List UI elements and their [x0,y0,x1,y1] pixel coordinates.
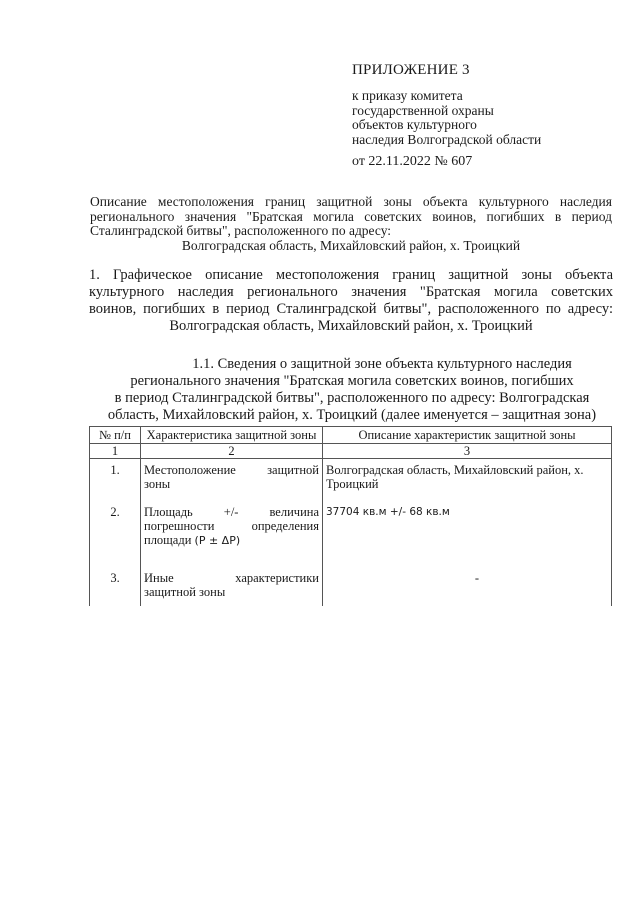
subsection-1-1-heading [92,356,612,424]
description-text: Описание местоположения границ защитной зоны объекта культурного наследия регионального значения "Братская могила советских воинов, погибших в период Сталинградской битвы", расположенного по адресу: [90,194,612,238]
row-number: 3. [90,570,141,606]
section-1-address: Волгоградская область, Михайловский район, х. Троицкий [169,318,533,334]
section-1-line: 1. Графическое описание местоположения границ защитной зоны объекта [89,267,613,283]
description-paragraph [90,195,612,253]
header-characteristic: Характеристика защитной зоны [141,427,323,444]
subsection-line: область, Михайловский район, х. Троицкий (далее именуется – защитная зона) [107,407,597,423]
column-number: 2 [141,444,323,459]
appendix-addressee [352,89,541,147]
section-1-heading [89,267,613,335]
characteristic-text: площади [144,533,192,547]
subsection-line: в период Сталинградской битвы", расположенного по адресу: Волгоградская [114,390,590,406]
row-number: 1. [90,459,141,505]
table-row [90,570,612,606]
characteristic-line: Площадь +/- величина [144,505,319,519]
appendix-line: объектов культурного [352,117,477,132]
characteristic-line [144,533,319,548]
subsection-line: 1.1. Сведения о защитной зоне объекта культурного наследия [192,356,572,372]
table-header-row [90,427,612,444]
area-formula: (P ± ΔP) [194,534,241,547]
order-date: от 22.11.2022 № 607 [352,154,473,169]
appendix-title: ПРИЛОЖЕНИЕ 3 [352,62,470,78]
appendix-line: наследия Волгоградской области [352,131,542,147]
table-row [90,459,612,505]
row-number: 2. [90,504,141,570]
table-row [90,504,612,570]
column-number-row [90,444,612,459]
column-number: 1 [90,444,141,459]
characteristic-line: зоны [144,477,171,491]
row-value: Волгоградская область, Михайловский район, х. Троицкий [323,459,612,505]
header-description: Описание характеристик защитной зоны [323,427,612,444]
appendix-line: государственной охраны [352,102,494,118]
column-number: 3 [323,444,612,459]
characteristic-line: Иные характеристики [144,571,319,585]
row-characteristic [141,459,323,505]
section-1-line: культурного наследия регионального значения "Братская могила советских [89,284,613,300]
subsection-line: регионального значения "Братская могила советских воинов, погибших [130,373,574,389]
appendix-line: к приказу комитета [352,88,463,103]
row-value [323,570,612,606]
row-characteristic [141,570,323,606]
characteristic-line: погрешности определения [144,519,319,533]
description-address: Волгоградская область, Михайловский район, х. Троицкий [181,237,521,253]
protective-zone-table [89,426,612,606]
section-1-line: воинов, погибших в период Сталинградской битвы", расположенного по адресу: [89,301,613,317]
empty-value-dash: - [474,571,480,585]
header-num: № п/п [90,427,141,444]
row-value: 37704 кв.м +/- 68 кв.м [323,504,612,570]
row-characteristic [141,504,323,570]
characteristic-line: защитной зоны [144,585,226,599]
characteristic-line: Местоположение защитной [144,463,319,477]
